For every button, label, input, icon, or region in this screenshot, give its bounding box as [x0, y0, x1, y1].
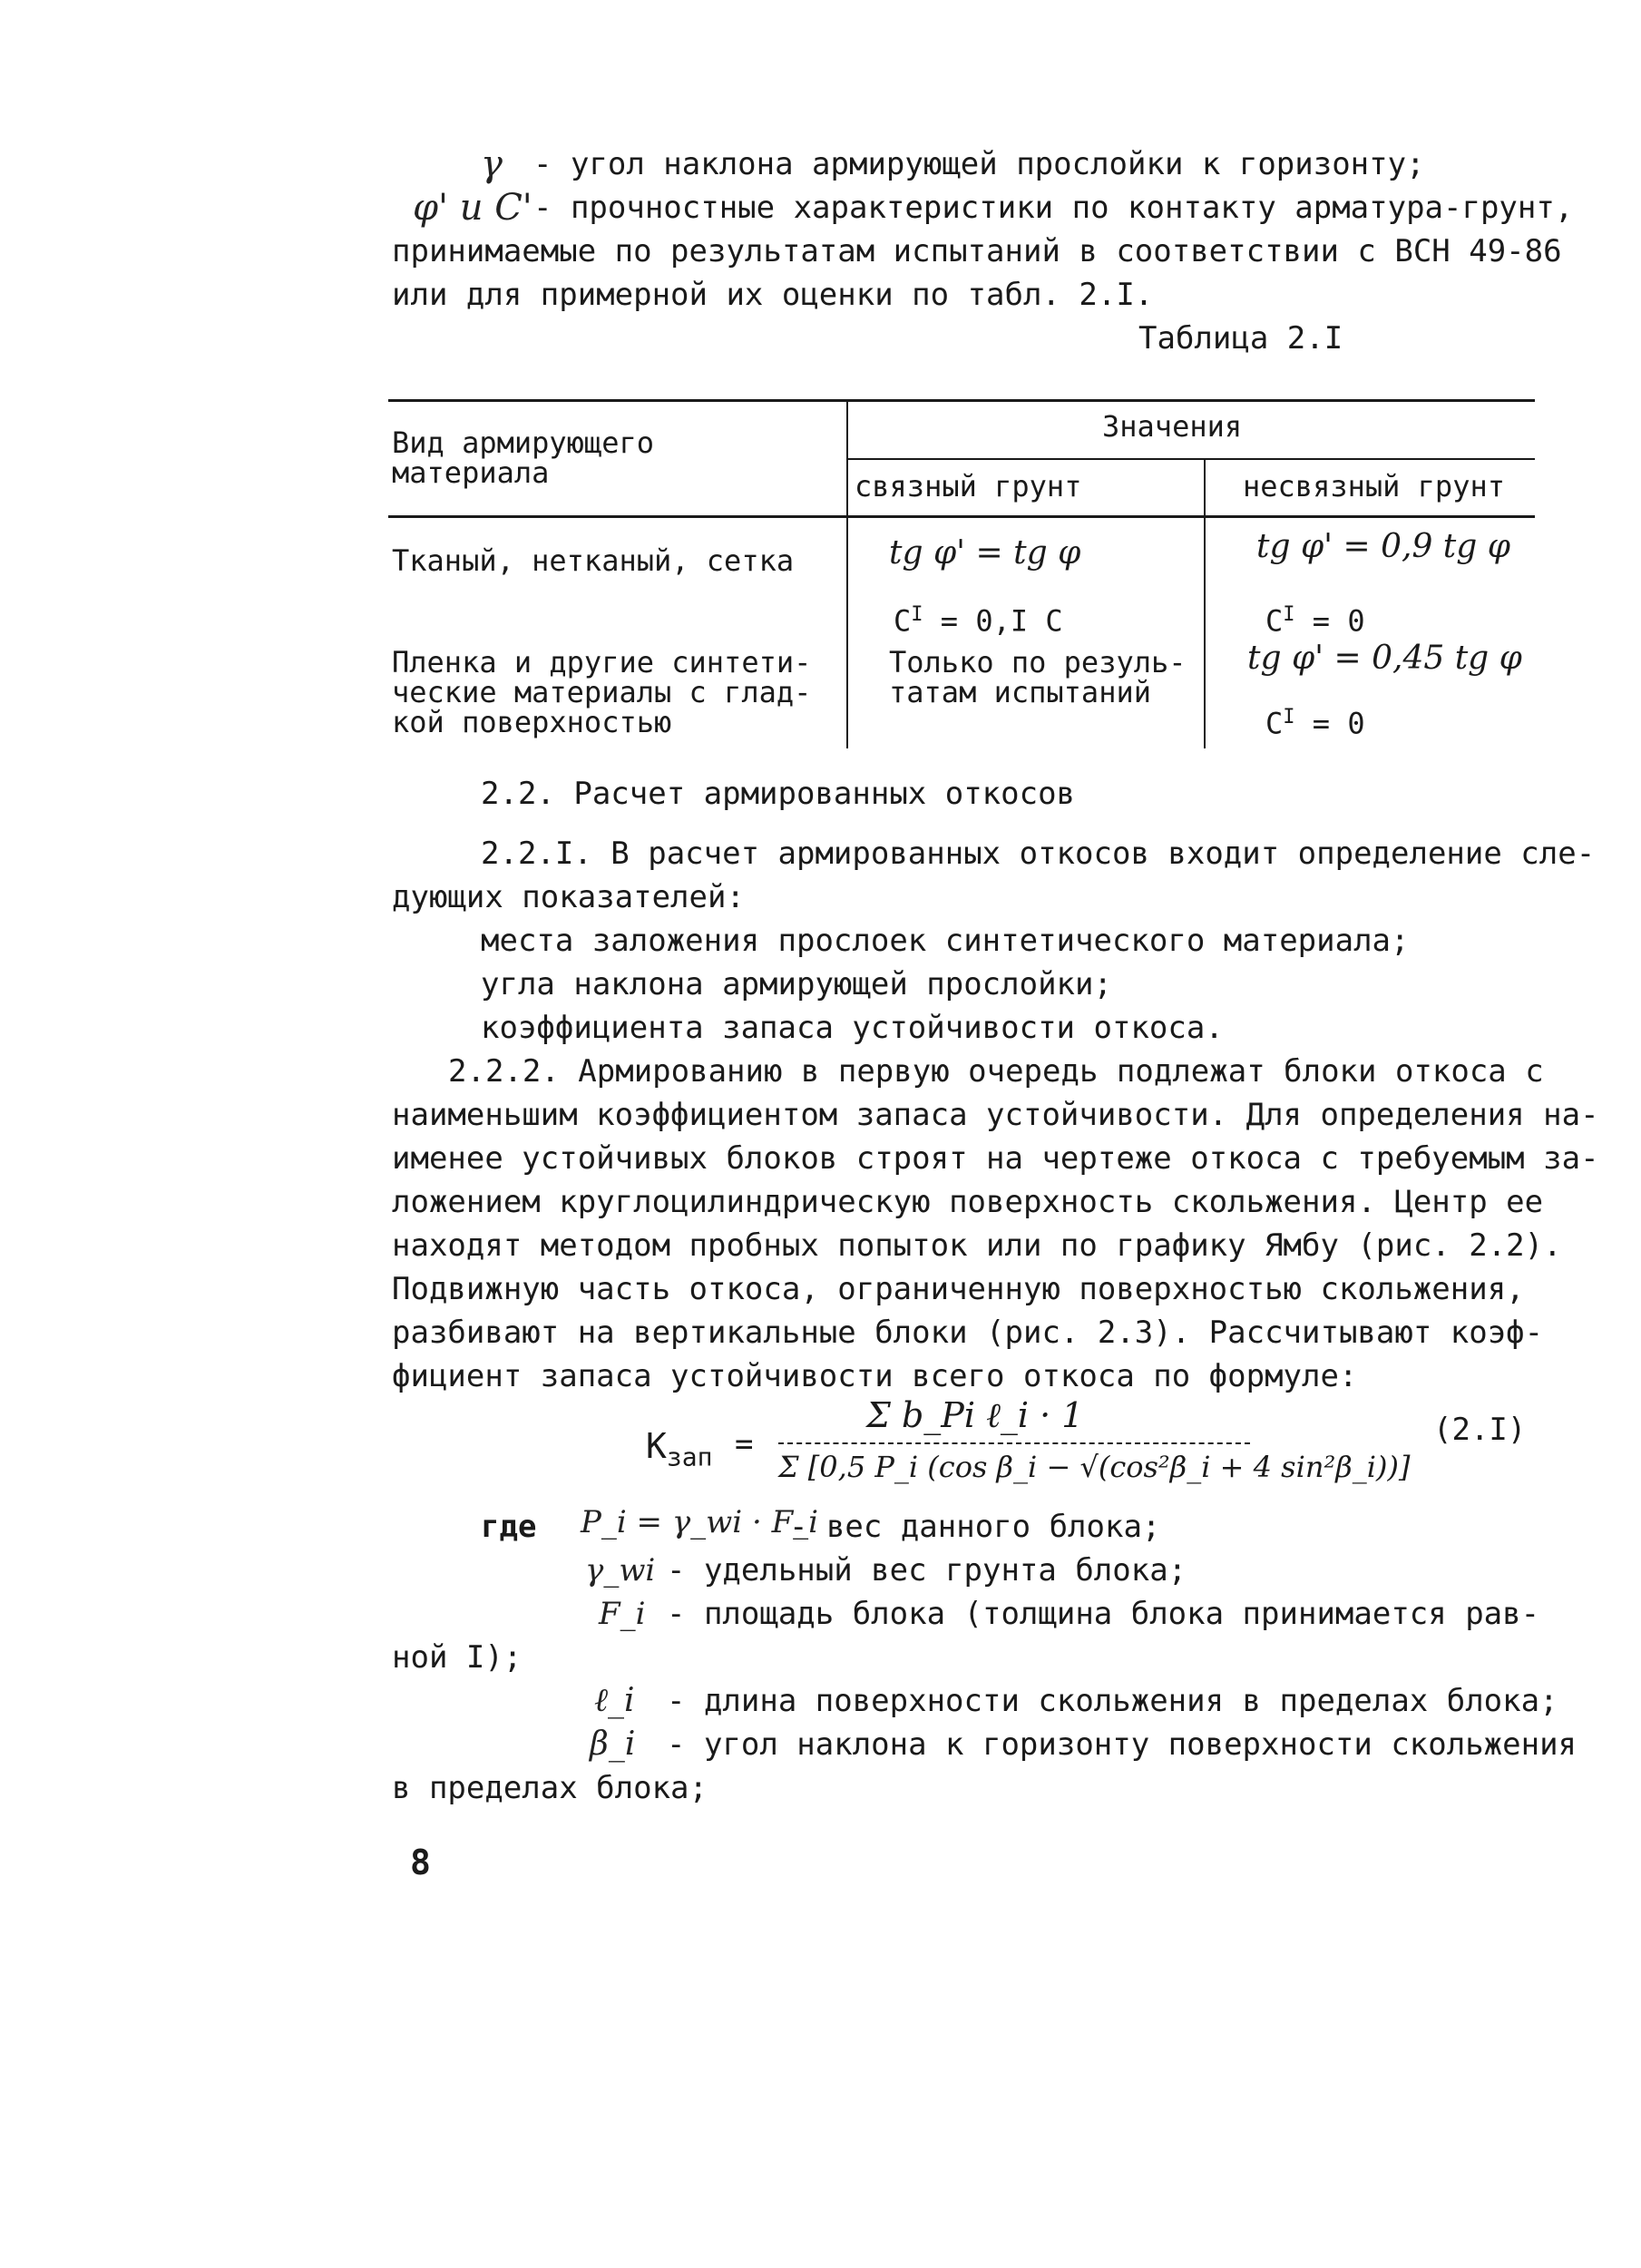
def-cont-line-1: принимаемые по результатам испытаний в соответствии с ВСН 49-86: [392, 233, 1562, 269]
row2-material-1: Пленка и другие синтети-: [392, 645, 812, 679]
def-cont-line-2: или для примерной их оценки по табл. 2.I.: [392, 277, 1154, 313]
row2-noncohesive-formula: tg φ' = 0,45 tg φ: [1247, 640, 1522, 677]
p222-line-2: наименьшим коэффициентом запаса устойчивости. Для определения на-: [392, 1097, 1599, 1133]
table-top-rule: [388, 399, 1535, 402]
where-text-5: - длина поверхности скольжения в пределах блока;: [667, 1683, 1558, 1719]
where-symbol-3: F_i: [599, 1596, 646, 1632]
where-text-1: - вес данного блока;: [789, 1509, 1161, 1545]
col-header-material-1: Вид армирующего: [392, 425, 654, 460]
formula-denominator: Σ [0,5 P_i (cos β_i − √(cos²β_i + 4 sin²β_i))]: [778, 1450, 1411, 1484]
table-header-rule: [388, 515, 1535, 518]
list-item-1: места заложения прослоек синтетического материала;: [481, 923, 1410, 959]
row1-noncohesive-formula: tg φ' = 0,9 tg φ: [1256, 528, 1510, 565]
p222-line-8: фициент запаса устойчивости всего откоса по формуле:: [392, 1358, 1358, 1394]
col-header-cohesive: связный грунт: [855, 469, 1082, 503]
formula-equals: =: [735, 1426, 754, 1462]
formula-lhs: $K_{зап}$: [646, 1426, 713, 1472]
row1-noncohesive-c: $C^I = 0$: [1265, 603, 1365, 639]
table-group-rule: [848, 458, 1535, 460]
row1-cohesive-formula: tg φ' = tg φ: [889, 534, 1081, 572]
row2-material-2: ческие материалы с глад-: [392, 675, 812, 709]
formula-numerator: Σ b_Pi ℓ_i · 1: [866, 1395, 1084, 1435]
where-word: где: [481, 1509, 537, 1545]
p221-line-2: дующих показателей:: [392, 879, 745, 915]
where-symbol-6: β_i: [590, 1725, 636, 1763]
gamma-symbol: γ: [481, 143, 503, 185]
p222-line-7: разбивают на вертикальные блоки (рис. 2.3). Рассчитывают коэф-: [392, 1315, 1544, 1351]
row2-cohesive-1: Только по резуль-: [889, 645, 1187, 679]
p222-line-1: 2.2.2. Армированию в первую очередь подлежат блоки откоса с: [448, 1053, 1544, 1090]
def-gamma-text: - угол наклона армирующей прослойки к горизонту;: [533, 146, 1425, 182]
col-header-noncohesive: несвязный грунт: [1243, 469, 1505, 503]
formula-number: (2.I): [1433, 1412, 1527, 1448]
p222-line-6: Подвижную часть откоса, ограниченную поверхностью скольжения,: [392, 1271, 1525, 1307]
table-caption: Таблица 2.I: [1138, 320, 1343, 357]
list-item-2: угла наклона армирующей прослойки;: [481, 966, 1112, 1002]
list-item-3: коэффициента запаса устойчивости откоса.: [481, 1010, 1224, 1046]
where-text-3: - площадь блока (толщина блока принимается рав-: [667, 1596, 1540, 1632]
phi-c-symbol: φ' и C': [413, 187, 532, 229]
def-phi-c-text: - прочностные характеристики по контакту арматура-грунт,: [533, 190, 1574, 226]
group-header-values: Значения: [1102, 409, 1243, 444]
p222-line-5: находят методом пробных попыток или по графику Ямбу (рис. 2.2).: [392, 1227, 1562, 1264]
row1-material: Тканый, нетканый, сетка: [392, 543, 795, 578]
row1-cohesive-c: $C^I = 0,I$ C: [894, 603, 1063, 639]
where-symbol-5: ℓ_i: [594, 1682, 635, 1719]
col-header-material-2: материала: [392, 455, 550, 490]
where-symbol-2: γ_wi: [585, 1552, 656, 1589]
where-text-6: - угол наклона к горизонту поверхности скольжения: [667, 1726, 1578, 1763]
where-text-3-cont: ной I);: [392, 1639, 523, 1676]
table-vrule-2: [1204, 460, 1206, 748]
page-number: 8: [410, 1843, 431, 1882]
section-title: 2.2. Расчет армированных откосов: [481, 776, 1076, 812]
row2-material-3: кой поверхностью: [392, 705, 672, 739]
row2-cohesive-2: татам испытаний: [889, 675, 1151, 709]
where-text-6-cont: в пределах блока;: [392, 1770, 708, 1806]
row2-noncohesive-c: $C^I = 0$: [1265, 706, 1365, 741]
where-text-2: - удельный вес грунта блока;: [667, 1552, 1187, 1589]
p221-line-1: 2.2.I. В расчет армированных откосов входит определение сле-: [481, 836, 1596, 872]
fraction-bar: [778, 1442, 1250, 1444]
where-symbol-1: P_i = γ_wi · F_i: [581, 1504, 819, 1540]
p222-line-4: ложением круглоцилиндрическую поверхность скольжения. Центр ее: [392, 1184, 1544, 1220]
table-vrule-1: [846, 399, 848, 748]
p222-line-3: именее устойчивых блоков строят на чертеже откоса с требуемым за-: [392, 1140, 1599, 1177]
